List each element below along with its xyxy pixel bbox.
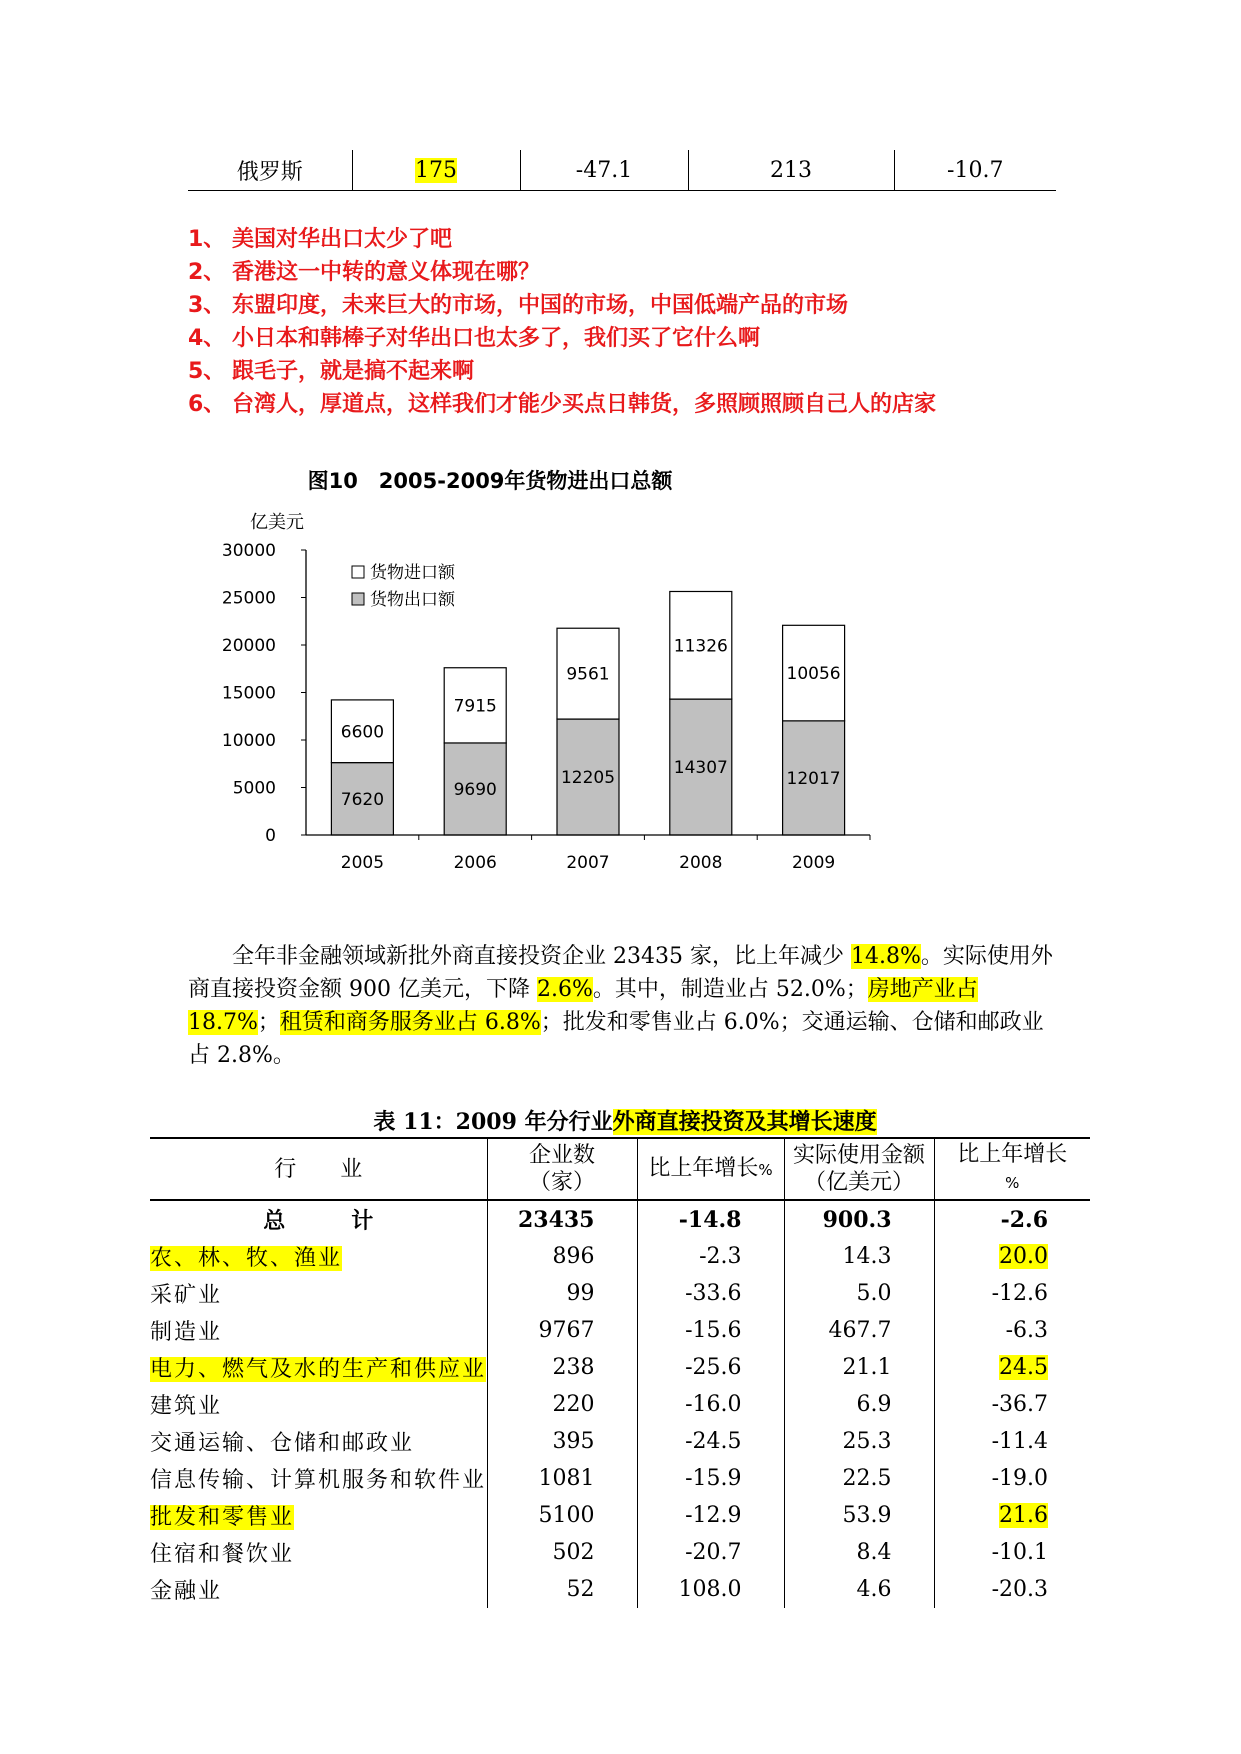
x-axis bbox=[306, 835, 870, 873]
amount-cell: 14.3 bbox=[784, 1238, 934, 1275]
list-text: 台湾人，厚道点，这样我们才能少买点日韩货，多照顾照顾自己人的店家 bbox=[232, 392, 937, 417]
header-count-line1: 企业数 bbox=[528, 1143, 595, 1168]
count-cell: 220 bbox=[487, 1386, 637, 1423]
count-cell: 99 bbox=[487, 1275, 637, 1312]
value-cell: -10.7 bbox=[894, 150, 1056, 191]
amount-cell: 6.9 bbox=[784, 1386, 934, 1423]
header-growth2 bbox=[934, 1138, 1090, 1200]
legend-label: 货物进口额 bbox=[370, 563, 455, 583]
legend-label: 货物出口额 bbox=[370, 590, 455, 610]
count-cell: 9767 bbox=[487, 1312, 637, 1349]
highlighted-text: 租赁和商务服务业占 6.8% bbox=[279, 1010, 541, 1035]
y-tick-label: 0 bbox=[265, 826, 276, 846]
value-cell: 213 bbox=[688, 150, 894, 191]
industry-cell: 信息传输、计算机服务和软件业 bbox=[150, 1468, 487, 1493]
list-item bbox=[188, 322, 936, 355]
amount-cell: 5.0 bbox=[784, 1275, 934, 1312]
industry-cell: 制造业 bbox=[150, 1320, 223, 1345]
bar-value-label: 14307 bbox=[673, 758, 728, 779]
count-cell: 5100 bbox=[487, 1497, 637, 1534]
growth2-cell: -2.6 bbox=[934, 1200, 1090, 1238]
industry-cell: 总 计 bbox=[263, 1208, 374, 1234]
amount-cell: 4.6 bbox=[784, 1571, 934, 1608]
x-tick-label: 2005 bbox=[340, 853, 385, 873]
growth1-cell: -20.7 bbox=[637, 1534, 784, 1571]
growth2-cell bbox=[934, 1349, 1090, 1386]
header-amount-line2: （亿美元） bbox=[803, 1170, 914, 1195]
table-row-total bbox=[150, 1200, 1090, 1238]
list-number: 1、 bbox=[188, 227, 226, 252]
count-cell: 896 bbox=[487, 1238, 637, 1275]
growth2-cell bbox=[934, 1238, 1090, 1275]
value-cell: -47.1 bbox=[520, 150, 688, 191]
growth2-cell: -12.6 bbox=[934, 1275, 1090, 1312]
x-tick-label: 2009 bbox=[791, 853, 836, 873]
amount-cell: 21.1 bbox=[784, 1349, 934, 1386]
list-text: 香港这一中转的意义体现在哪？ bbox=[232, 260, 541, 285]
x-tick-label: 2006 bbox=[453, 853, 497, 873]
x-tick-label: 2008 bbox=[679, 853, 723, 873]
count-cell: 502 bbox=[487, 1534, 637, 1571]
highlighted-industry: 农、林、牧、渔业 bbox=[150, 1246, 343, 1271]
bar-value-label: 7915 bbox=[453, 696, 497, 717]
table-title-highlight: 外商直接投资及其增长速度 bbox=[612, 1109, 877, 1135]
country-cell: 俄罗斯 bbox=[236, 159, 303, 185]
table-row bbox=[188, 150, 1056, 191]
paragraph-segment: 。实际使用外商直接投资金额 900 亿美元，下降 bbox=[188, 944, 1053, 1002]
header-growth1 bbox=[637, 1138, 784, 1200]
count-cell: 52 bbox=[487, 1571, 637, 1608]
growth1-cell: -14.8 bbox=[637, 1200, 784, 1238]
table-row bbox=[150, 1460, 1090, 1497]
x-tick-label: 2007 bbox=[566, 853, 610, 873]
highlighted-industry: 电力、燃气及水的生产和供应业 bbox=[150, 1357, 487, 1382]
growth1-cell: -2.3 bbox=[637, 1238, 784, 1275]
header-count bbox=[487, 1138, 637, 1200]
amount-cell: 900.3 bbox=[784, 1200, 934, 1238]
table-row bbox=[150, 1386, 1090, 1423]
paragraph-segment: ； bbox=[257, 1010, 280, 1035]
table-11 bbox=[150, 1137, 1090, 1608]
industry-cell: 采矿业 bbox=[150, 1283, 223, 1308]
paragraph-segment: ；批发和零售业占 6.0%；交通运输、仓储和邮政业占 2.8%。 bbox=[188, 1010, 1044, 1068]
growth2-cell: -36.7 bbox=[934, 1386, 1090, 1423]
industry-cell bbox=[150, 1238, 487, 1275]
list-text: 美国对华出口太少了吧 bbox=[232, 227, 453, 252]
growth1-cell: -24.5 bbox=[637, 1423, 784, 1460]
growth1-cell: -12.9 bbox=[637, 1497, 784, 1534]
table-11-title bbox=[150, 1105, 1100, 1139]
legend-swatch bbox=[352, 593, 364, 605]
list-item bbox=[188, 289, 936, 322]
count-cell: 238 bbox=[487, 1349, 637, 1386]
header-growth2-line2: % bbox=[1005, 1174, 1020, 1192]
header-industry: 行 业 bbox=[150, 1138, 487, 1200]
count-cell: 23435 bbox=[487, 1200, 637, 1238]
industry-cell: 金融业 bbox=[150, 1579, 223, 1604]
top-table-fragment bbox=[188, 150, 1056, 191]
growth2-cell bbox=[934, 1497, 1090, 1534]
growth1-cell: -16.0 bbox=[637, 1386, 784, 1423]
chart-title: 图10 2005-2009年货物进出口总额 bbox=[307, 469, 673, 493]
bar-value-label: 6600 bbox=[340, 722, 385, 743]
header-amount-line1: 实际使用金额 bbox=[792, 1143, 925, 1168]
count-cell: 1081 bbox=[487, 1460, 637, 1497]
highlighted-industry: 批发和零售业 bbox=[150, 1505, 295, 1530]
list-text: 东盟印度，未来巨大的市场，中国的市场，中国低端产品的市场 bbox=[232, 293, 849, 318]
growth1-cell: -15.6 bbox=[637, 1312, 784, 1349]
y-tick-label: 30000 bbox=[221, 541, 276, 561]
header-growth1-unit: % bbox=[758, 1160, 773, 1179]
y-axis-unit-label: 亿美元 bbox=[250, 512, 304, 533]
table-row bbox=[150, 1275, 1090, 1312]
industry-cell bbox=[150, 1497, 487, 1534]
highlighted-value: 175 bbox=[415, 157, 457, 183]
bar-value-label: 11326 bbox=[673, 636, 728, 657]
y-tick-label: 15000 bbox=[221, 683, 276, 704]
amount-cell: 53.9 bbox=[784, 1497, 934, 1534]
y-axis bbox=[222, 541, 306, 846]
list-number: 2、 bbox=[188, 260, 226, 285]
table-row bbox=[150, 1349, 1090, 1386]
industry-cell: 住宿和餐饮业 bbox=[150, 1542, 295, 1567]
bar-value-label: 7620 bbox=[340, 789, 385, 810]
amount-cell: 25.3 bbox=[784, 1423, 934, 1460]
growth1-cell: -33.6 bbox=[637, 1275, 784, 1312]
amount-cell: 467.7 bbox=[784, 1312, 934, 1349]
table-row bbox=[150, 1497, 1090, 1534]
paragraph-segment: 。其中，制造业占 52.0%； bbox=[592, 977, 868, 1002]
highlighted-value: 21.6 bbox=[999, 1503, 1048, 1528]
header-count-line2: （家） bbox=[528, 1170, 595, 1195]
list-number: 5、 bbox=[188, 359, 226, 384]
highlighted-text: 14.8% bbox=[850, 944, 921, 969]
industry-cell bbox=[150, 1349, 487, 1386]
highlighted-text: 房地产业占 18.7% bbox=[188, 977, 978, 1035]
bar-value-label: 12017 bbox=[786, 768, 841, 789]
value-cell bbox=[352, 150, 520, 191]
growth2-cell: -11.4 bbox=[934, 1423, 1090, 1460]
list-item bbox=[188, 355, 936, 388]
trade-bar-chart bbox=[200, 460, 980, 920]
list-number: 4、 bbox=[188, 326, 226, 351]
header-growth2-line1: 比上年增长 bbox=[957, 1142, 1068, 1167]
growth2-cell: -20.3 bbox=[934, 1571, 1090, 1608]
count-cell: 395 bbox=[487, 1423, 637, 1460]
table-row bbox=[150, 1238, 1090, 1275]
y-tick-label: 5000 bbox=[232, 778, 276, 799]
bar-value-label: 10056 bbox=[786, 664, 841, 685]
list-item bbox=[188, 388, 936, 421]
industry-cell: 建筑业 bbox=[150, 1394, 223, 1419]
list-text: 小日本和韩棒子对华出口也太多了，我们买了它什么啊 bbox=[232, 326, 761, 351]
legend-swatch bbox=[352, 566, 364, 578]
table-row bbox=[150, 1312, 1090, 1349]
table-row bbox=[150, 1534, 1090, 1571]
table-header-row bbox=[150, 1138, 1090, 1200]
amount-cell: 8.4 bbox=[784, 1534, 934, 1571]
highlighted-text: 2.6% bbox=[536, 977, 593, 1002]
y-tick-label: 20000 bbox=[221, 636, 276, 656]
table-title-text: 表 11：2009 年分行业 bbox=[373, 1109, 613, 1135]
header-amount bbox=[784, 1138, 934, 1200]
growth1-cell: 108.0 bbox=[637, 1571, 784, 1608]
paragraph-segment: 全年非金融领域新批外商直接投资企业 23435 家，比上年减少 bbox=[232, 944, 851, 969]
list-item bbox=[188, 223, 936, 256]
bar-value-label: 9690 bbox=[453, 779, 497, 800]
list-text: 跟毛子，就是搞不起来啊 bbox=[232, 359, 475, 384]
bars-group bbox=[331, 591, 844, 835]
header-growth1-text: 比上年增长 bbox=[648, 1155, 759, 1181]
growth2-cell: -10.1 bbox=[934, 1534, 1090, 1571]
chart-legend bbox=[352, 563, 456, 610]
paragraph-text bbox=[188, 940, 1056, 1072]
investment-paragraph bbox=[188, 940, 1056, 1072]
notes-list bbox=[188, 223, 936, 421]
highlighted-value: 24.5 bbox=[999, 1355, 1048, 1380]
amount-cell: 22.5 bbox=[784, 1460, 934, 1497]
table-row bbox=[150, 1571, 1090, 1608]
bar-value-label: 9561 bbox=[566, 664, 610, 685]
y-tick-label: 25000 bbox=[221, 588, 276, 609]
industry-cell: 交通运输、仓储和邮政业 bbox=[150, 1431, 415, 1456]
list-item bbox=[188, 256, 936, 289]
growth1-cell: -25.6 bbox=[637, 1349, 784, 1386]
list-number: 6、 bbox=[188, 392, 226, 417]
bar-value-label: 12205 bbox=[560, 768, 616, 789]
growth2-cell: -6.3 bbox=[934, 1312, 1090, 1349]
y-tick-label: 10000 bbox=[221, 731, 276, 751]
growth2-cell: -19.0 bbox=[934, 1460, 1090, 1497]
table-row bbox=[150, 1423, 1090, 1460]
list-number: 3、 bbox=[188, 293, 226, 318]
growth1-cell: -15.9 bbox=[637, 1460, 784, 1497]
highlighted-value: 20.0 bbox=[999, 1244, 1048, 1269]
